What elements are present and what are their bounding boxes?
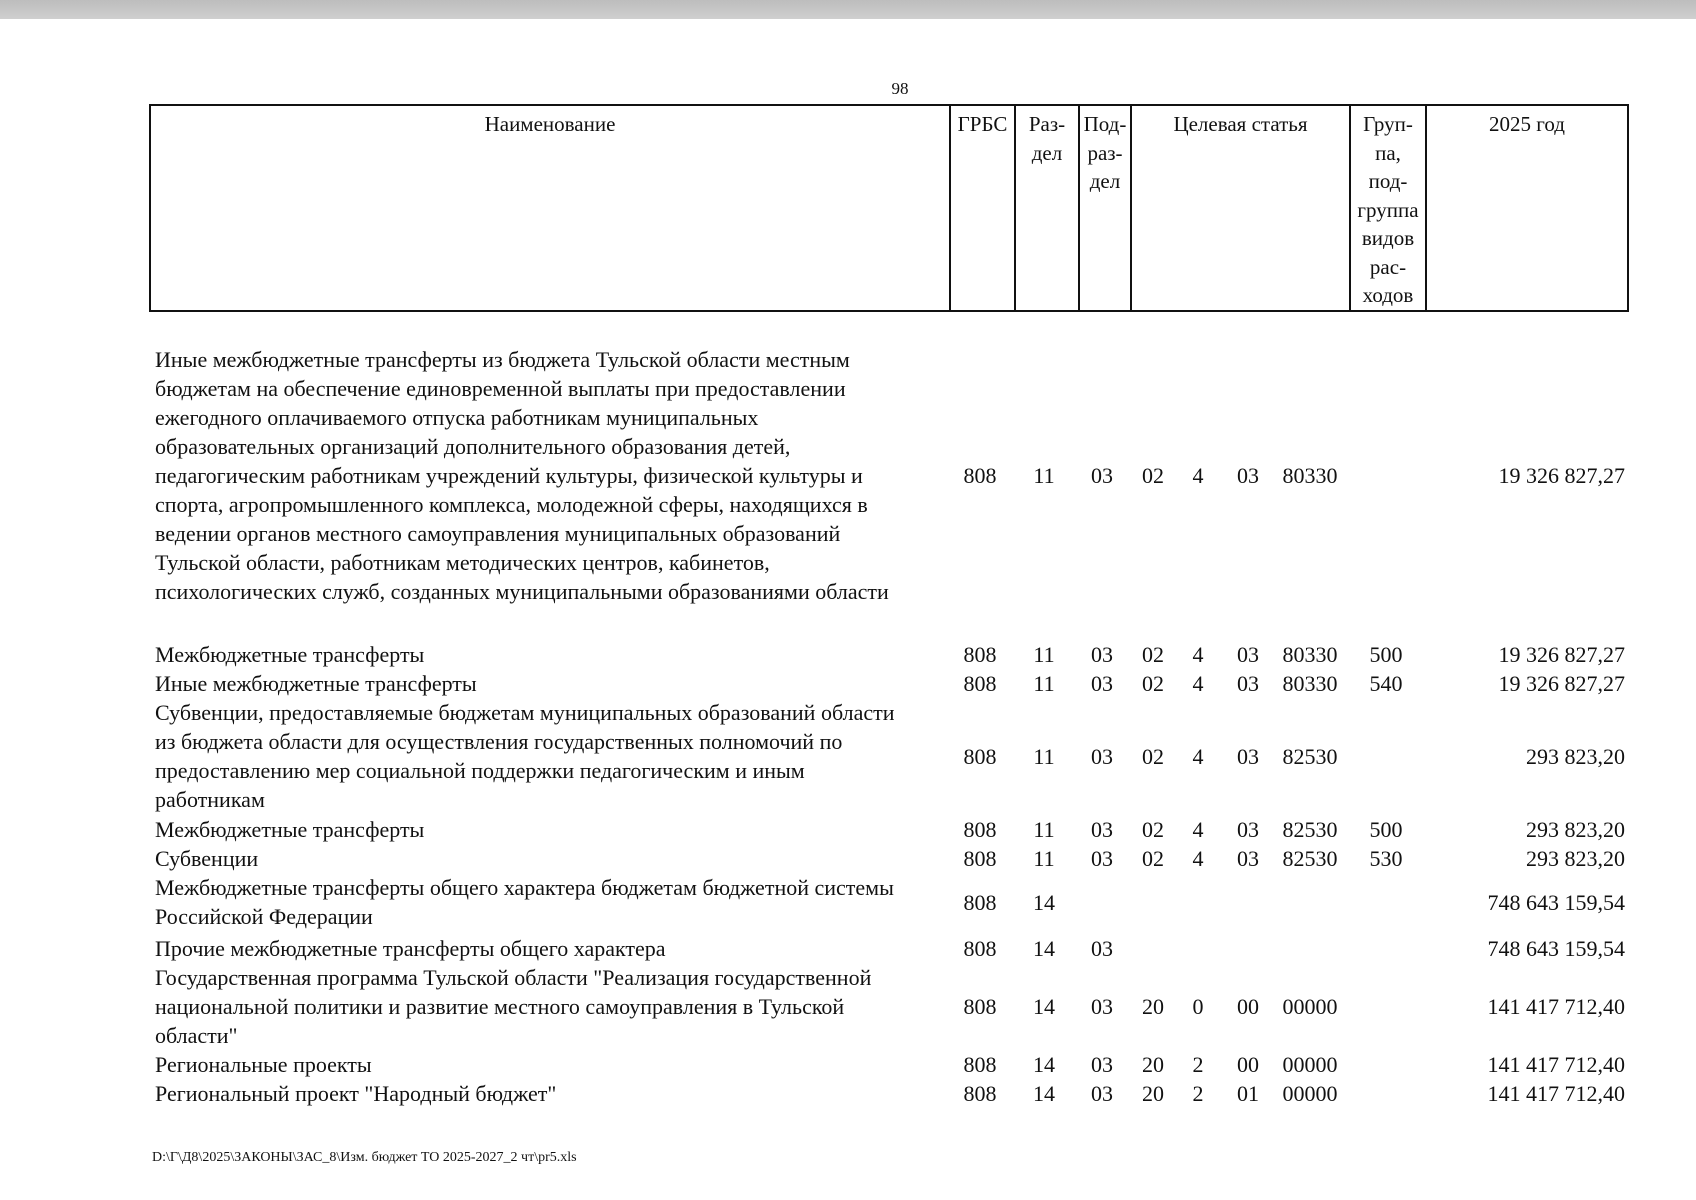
cell-target-code: 80330 <box>1282 463 1338 488</box>
row-name-line: Субвенции <box>155 846 259 871</box>
header-grbs-label: ГРБС <box>957 112 1008 136</box>
row-name <box>155 844 945 873</box>
header-grbs <box>951 106 1016 310</box>
cell-target-program: 20 <box>1142 994 1164 1019</box>
cell-podrazdel: 03 <box>1091 642 1113 667</box>
cell-razdel: 11 <box>1033 642 1055 667</box>
cell-razdel: 14 <box>1033 1081 1055 1106</box>
cell-target-type: 0 <box>1192 994 1204 1019</box>
cell-grbs: 808 <box>963 744 997 769</box>
cell-podrazdel: 03 <box>1091 744 1113 769</box>
cell-target-type: 4 <box>1192 817 1204 842</box>
cell-podrazdel: 03 <box>1091 846 1113 871</box>
table-row <box>0 873 1696 931</box>
cell-target-section: 03 <box>1237 846 1259 871</box>
row-name-line: Тульской области, работникам методических центров, кабинетов, <box>155 550 770 575</box>
header-name <box>151 106 951 310</box>
table-row <box>0 669 1696 698</box>
header-target <box>1132 106 1351 310</box>
row-name-line: национальной политики и развитие местного самоуправления в Тульской <box>155 994 845 1019</box>
table-row <box>0 698 1696 814</box>
cell-amount: 19 326 827,27 <box>1498 463 1625 488</box>
table-row <box>0 1050 1696 1079</box>
cell-grbs: 808 <box>963 817 997 842</box>
cell-target-type: 4 <box>1192 846 1204 871</box>
row-name <box>155 698 945 814</box>
table-row <box>0 963 1696 1050</box>
cell-razdel: 14 <box>1033 890 1055 915</box>
cell-target-section: 03 <box>1237 817 1259 842</box>
row-name <box>155 345 945 606</box>
cell-razdel: 14 <box>1033 994 1055 1019</box>
cell-target-type: 2 <box>1192 1081 1204 1106</box>
cell-podrazdel: 03 <box>1091 463 1113 488</box>
table-row <box>0 1079 1696 1108</box>
header-podrazdel <box>1080 106 1132 310</box>
page-number: 98 <box>891 79 909 98</box>
header-year <box>1427 106 1627 310</box>
cell-target-code: 00000 <box>1282 1081 1338 1106</box>
cell-target-code: 80330 <box>1282 642 1338 667</box>
row-name-line: работникам <box>155 787 265 812</box>
row-name <box>155 669 945 698</box>
header-group-line: группа <box>1357 197 1419 222</box>
cell-amount: 293 823,20 <box>1526 817 1625 842</box>
cell-target-type: 4 <box>1192 463 1204 488</box>
row-name-line: Межбюджетные трансферты общего характера бюджетам бюджетной системы <box>155 875 894 900</box>
row-name-line: Государственная программа Тульской области "Реализация государственной <box>155 965 872 990</box>
cell-target-section: 03 <box>1237 744 1259 769</box>
cell-grbs: 808 <box>963 1052 997 1077</box>
row-name <box>155 815 945 844</box>
cell-target-section: 03 <box>1237 671 1259 696</box>
cell-target-type: 4 <box>1192 744 1204 769</box>
cell-target-program: 02 <box>1142 642 1164 667</box>
cell-grbs: 808 <box>963 890 997 915</box>
cell-target-code: 82530 <box>1282 846 1338 871</box>
cell-podrazdel: 03 <box>1091 1081 1113 1106</box>
cell-target-section: 01 <box>1237 1081 1259 1106</box>
cell-grbs: 808 <box>963 846 997 871</box>
header-group-line: под- <box>1368 169 1408 193</box>
cell-target-code: 00000 <box>1282 1052 1338 1077</box>
header-year-label: 2025 год <box>1489 112 1565 136</box>
row-name-line: Российской Федерации <box>155 904 373 929</box>
cell-razdel: 14 <box>1033 1052 1055 1077</box>
table-row <box>0 345 1696 606</box>
cell-razdel: 11 <box>1033 671 1055 696</box>
header-group-line: рас- <box>1369 254 1407 279</box>
cell-amount: 19 326 827,27 <box>1498 642 1625 667</box>
row-name-line: Региональный проект "Народный бюджет" <box>155 1081 557 1106</box>
cell-target-section: 00 <box>1237 994 1259 1019</box>
footer-file-path: D:\Г\Д8\2025\ЗАКОНЫ\ЗАС_8\Изм. бюджет ТО 2025-2027_2 чт\pr5.xls <box>152 1150 577 1165</box>
header-group-line: Груп- <box>1363 112 1413 136</box>
table-row <box>0 844 1696 873</box>
cell-target-code: 00000 <box>1282 994 1338 1019</box>
cell-amount: 141 417 712,40 <box>1487 1081 1625 1106</box>
row-name-line: предоставлению мер социальной поддержки педагогическим и иным <box>155 758 805 783</box>
cell-target-code: 82530 <box>1282 817 1338 842</box>
cell-target-program: 02 <box>1142 846 1164 871</box>
cell-amount: 748 643 159,54 <box>1487 936 1625 961</box>
header-group-line: видов <box>1361 226 1415 250</box>
cell-amount: 293 823,20 <box>1526 846 1625 871</box>
cell-amount: 748 643 159,54 <box>1487 890 1625 915</box>
row-name <box>155 963 945 1050</box>
cell-amount: 293 823,20 <box>1526 744 1625 769</box>
row-name-line: педагогическим работникам учреждений культуры, физической культуры и <box>155 463 863 488</box>
cell-target-type: 4 <box>1192 671 1204 696</box>
header-podrazdel-line: дел <box>1089 169 1121 193</box>
cell-target-type: 4 <box>1192 642 1204 667</box>
cell-group: 500 <box>1369 817 1403 842</box>
row-name <box>155 1050 945 1079</box>
cell-group: 530 <box>1369 846 1403 871</box>
row-name-line: Региональные проекты <box>155 1052 372 1077</box>
cell-target-program: 02 <box>1142 671 1164 696</box>
header-razdel-line: дел <box>1031 140 1063 165</box>
cell-amount: 141 417 712,40 <box>1487 1052 1625 1077</box>
scan-edge-strip <box>0 0 1696 19</box>
header-razdel-line: Раз- <box>1028 112 1066 136</box>
row-name <box>155 640 945 669</box>
cell-group: 540 <box>1369 671 1403 696</box>
cell-grbs: 808 <box>963 671 997 696</box>
cell-podrazdel: 03 <box>1091 994 1113 1019</box>
cell-target-type: 2 <box>1192 1052 1204 1077</box>
row-name-line: Межбюджетные трансферты <box>155 817 425 842</box>
header-podrazdel-line: раз- <box>1087 140 1123 165</box>
row-name-line: спорта, агропромышленного комплекса, молодежной сферы, находящихся в <box>155 492 868 517</box>
header-group <box>1351 106 1427 310</box>
header-target-label: Целевая статья <box>1173 112 1308 136</box>
row-name-line: бюджетам на обеспечение единовременной выплаты при предоставлении <box>155 376 846 401</box>
row-name-line: ведении органов местного самоуправления муниципальных образований <box>155 521 841 546</box>
header-group-line: па, <box>1375 140 1401 165</box>
cell-razdel: 11 <box>1033 463 1055 488</box>
row-name-line: психологических служб, созданных муниципальными образованиями области <box>155 579 889 604</box>
row-name-line: из бюджета области для осуществления государственных полномочий по <box>155 729 843 754</box>
header-podrazdel-line: Под- <box>1083 112 1127 136</box>
cell-podrazdel: 03 <box>1091 936 1113 961</box>
row-name-line: Межбюджетные трансферты <box>155 642 425 667</box>
row-name-line: Субвенции, предоставляемые бюджетам муниципальных образований области <box>155 700 895 725</box>
table-row <box>0 640 1696 669</box>
cell-razdel: 11 <box>1033 817 1055 842</box>
cell-podrazdel: 03 <box>1091 817 1113 842</box>
cell-target-code: 80330 <box>1282 671 1338 696</box>
header-group-line: ходов <box>1362 283 1414 307</box>
cell-target-code: 82530 <box>1282 744 1338 769</box>
row-name-line: Прочие межбюджетные трансферты общего характера <box>155 936 666 961</box>
cell-target-program: 20 <box>1142 1081 1164 1106</box>
cell-grbs: 808 <box>963 463 997 488</box>
cell-target-program: 20 <box>1142 1052 1164 1077</box>
table-row <box>0 934 1696 963</box>
cell-grbs: 808 <box>963 642 997 667</box>
cell-razdel: 11 <box>1033 846 1055 871</box>
row-name-line: образовательных организаций дополнительного образования детей, <box>155 434 791 459</box>
table-header <box>149 104 1629 312</box>
cell-podrazdel: 03 <box>1091 671 1113 696</box>
row-name <box>155 934 945 963</box>
cell-razdel: 11 <box>1033 744 1055 769</box>
row-name-line: ежегодного оплачиваемого отпуска работникам муниципальных <box>155 405 759 430</box>
header-razdel <box>1016 106 1080 310</box>
cell-amount: 19 326 827,27 <box>1498 671 1625 696</box>
row-name-line: Иные межбюджетные трансферты <box>155 671 477 696</box>
row-name <box>155 1079 945 1108</box>
header-name-label: Наименование <box>484 112 616 136</box>
cell-amount: 141 417 712,40 <box>1487 994 1625 1019</box>
cell-target-section: 00 <box>1237 1052 1259 1077</box>
cell-group: 500 <box>1369 642 1403 667</box>
row-name-line: Иные межбюджетные трансферты из бюджета Тульской области местным <box>155 347 850 372</box>
cell-podrazdel: 03 <box>1091 1052 1113 1077</box>
cell-target-program: 02 <box>1142 817 1164 842</box>
cell-target-program: 02 <box>1142 744 1164 769</box>
row-name <box>155 873 945 931</box>
cell-grbs: 808 <box>963 936 997 961</box>
cell-target-section: 03 <box>1237 642 1259 667</box>
table-row <box>0 815 1696 844</box>
cell-razdel: 14 <box>1033 936 1055 961</box>
row-name-line: области" <box>155 1023 238 1048</box>
cell-target-section: 03 <box>1237 463 1259 488</box>
cell-target-program: 02 <box>1142 463 1164 488</box>
cell-grbs: 808 <box>963 1081 997 1106</box>
cell-grbs: 808 <box>963 994 997 1019</box>
